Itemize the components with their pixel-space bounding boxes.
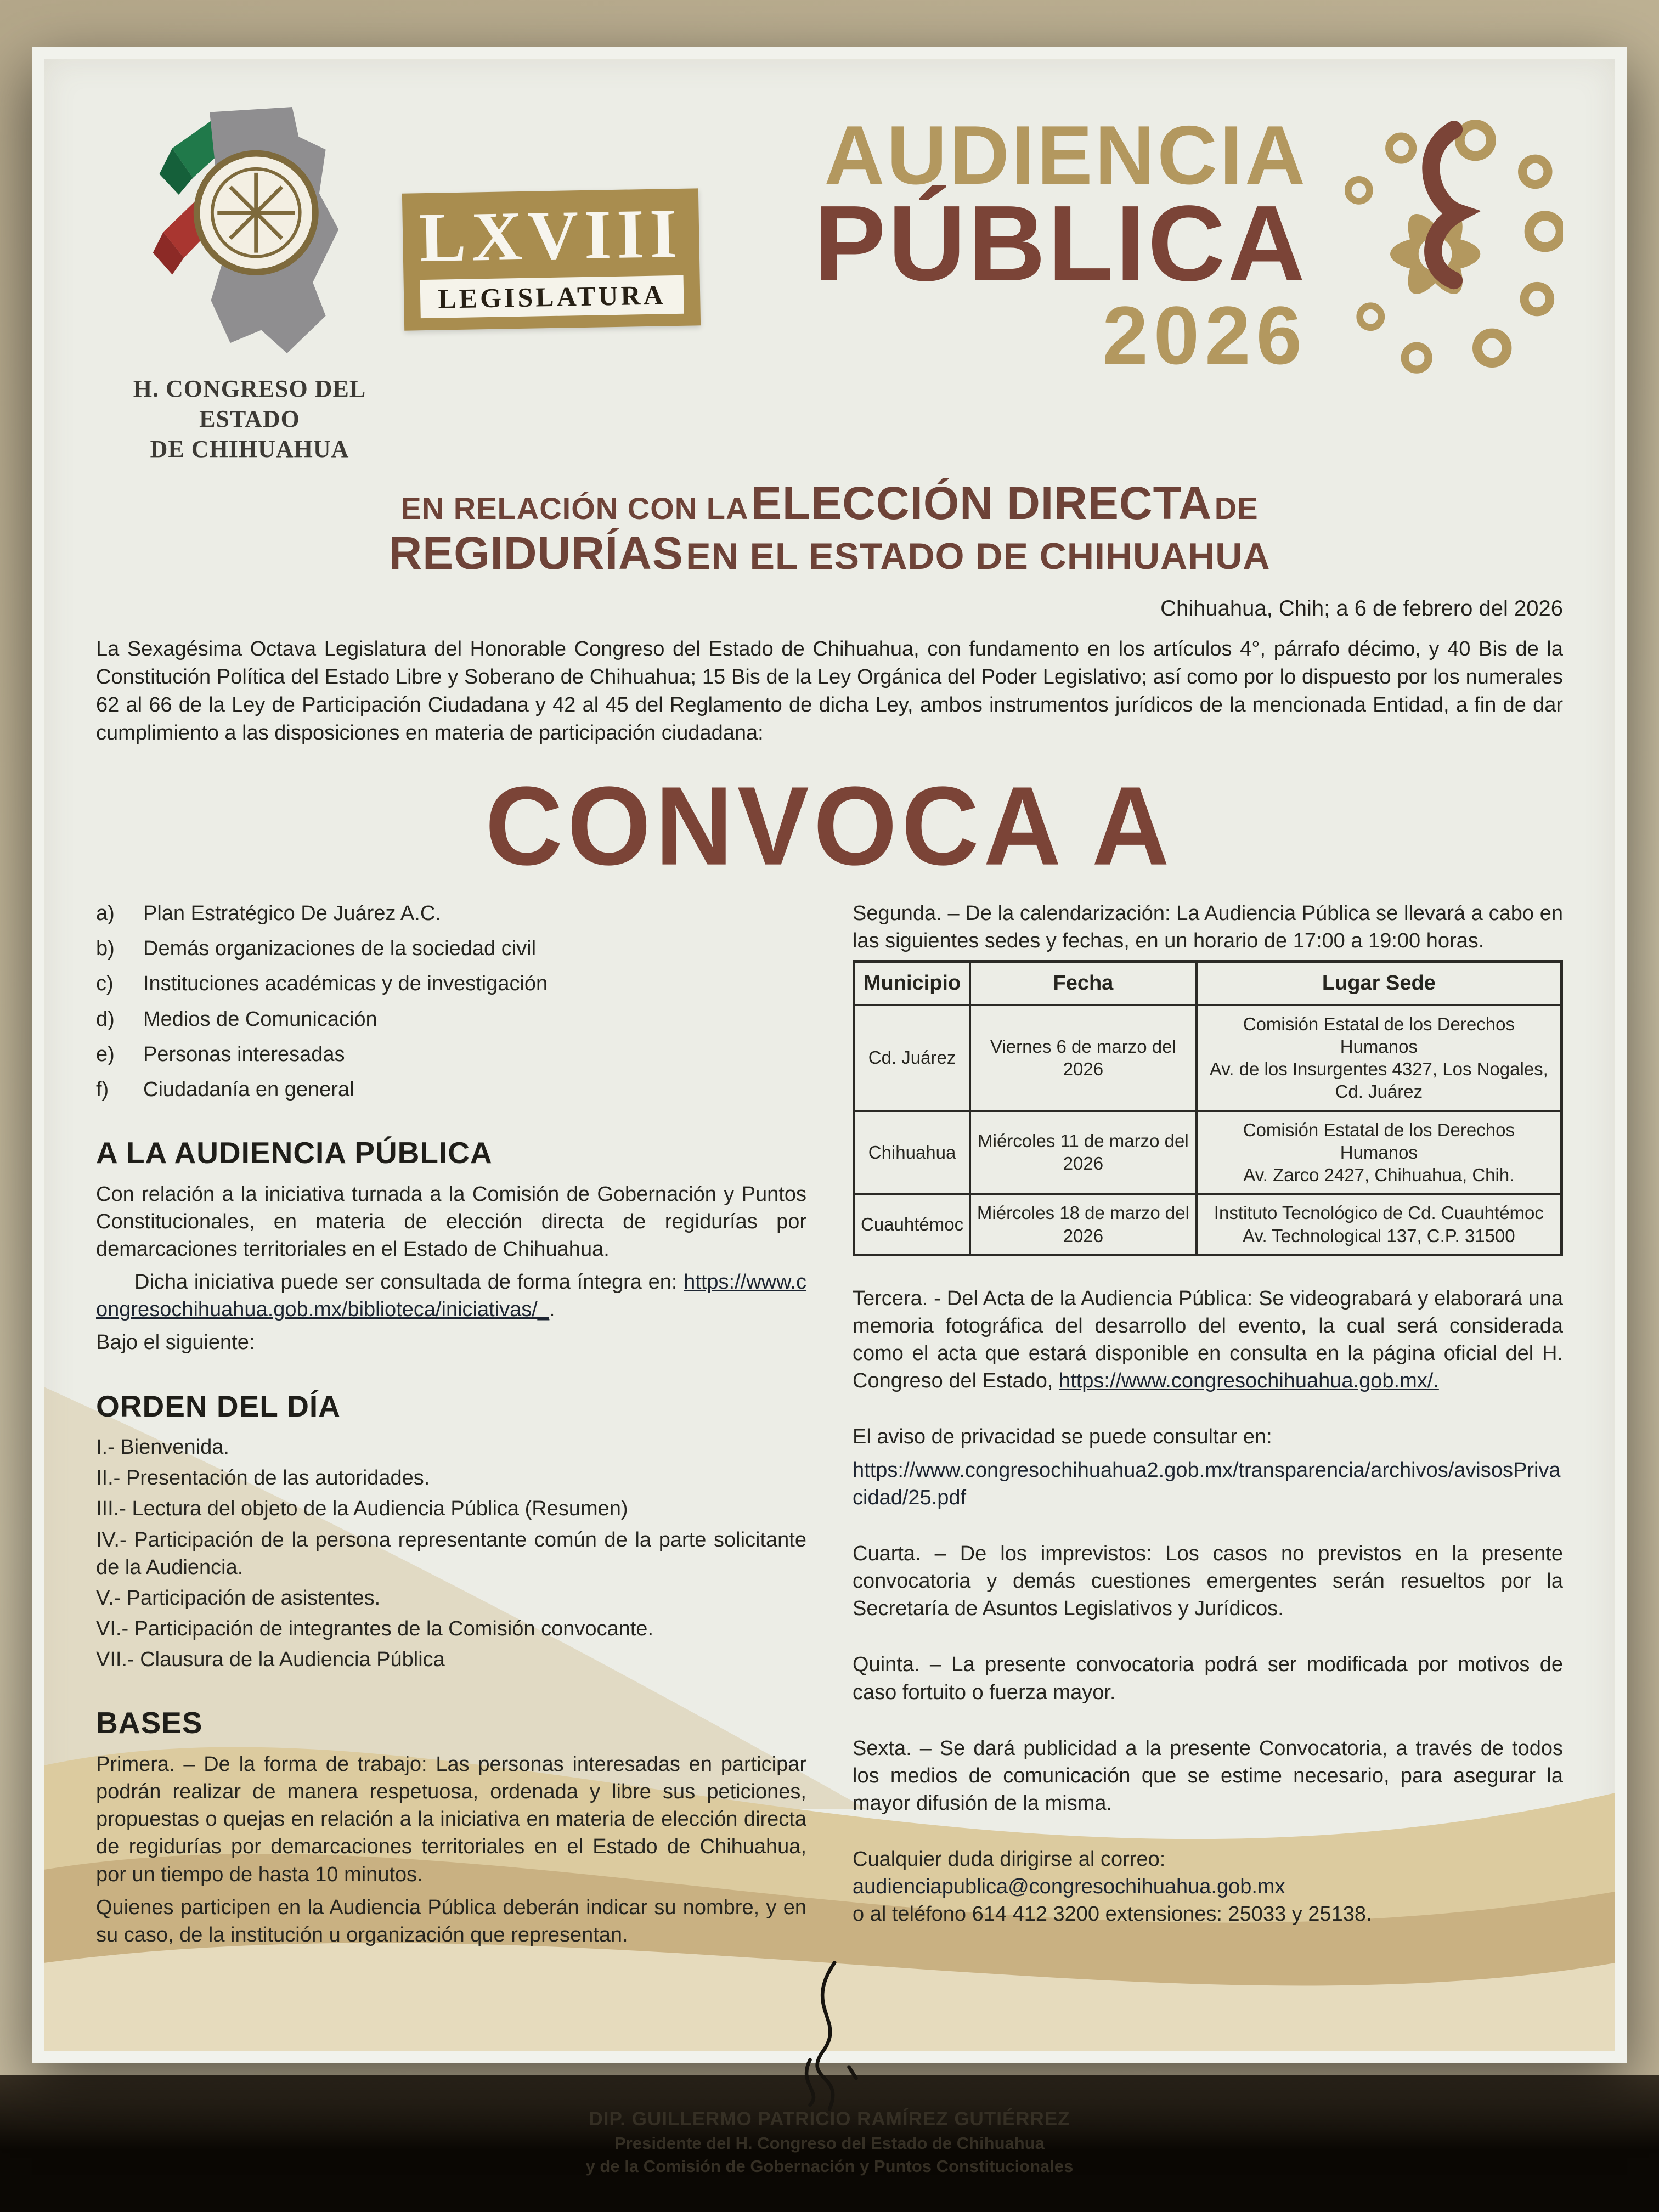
congress-logo-block [96, 98, 403, 464]
cell-lugar [1197, 1005, 1562, 1111]
orden-heading: ORDEN DEL DÍA [96, 1389, 341, 1423]
bases-quienes: Quienes participen en la Audiencia Pública deberán indicar su nombre, y en su caso, de la institución u organización que representan. [96, 1895, 806, 1946]
orden-item: I.- Bienvenida. [96, 1436, 229, 1459]
contact-line1: Cualquier duda dirigirse al correo: [853, 1848, 1166, 1871]
list-item [96, 1041, 806, 1068]
orden-item: II.- Presentación de las autoridades. [96, 1466, 430, 1490]
right-column [853, 900, 1563, 1957]
audiencia-heading: A LA AUDIENCIA PÚBLICA [96, 1136, 493, 1170]
convoca-heading: CONVOCA A [485, 763, 1174, 889]
table-row [854, 1005, 1562, 1111]
cell-lugar [1197, 1194, 1562, 1255]
subtitle-seg5: EN EL ESTADO DE CHIHUAHUA [686, 535, 1271, 577]
rosette-logo-icon [1327, 112, 1563, 386]
audiencia-paragraph: Con relación a la iniciativa turnada a la Comisión de Gobernación y Puntos Constitucionales, en materia de elección directa de regidurías por demarcaciones territoriales en el Estado de Chihuahua. [96, 1182, 806, 1261]
signature-block [363, 1959, 1296, 2176]
cell-municipio: Cd. Juárez [854, 1005, 970, 1111]
tercera-lead: Tercera. - Del Acta de la Audiencia Pública: Se videograbará y elaborará una memoria fotográfica del desarrollo del evento, la cual será considerada como el acta que estará disponible en consulta en la página oficial del H. Congreso del Estado, [853, 1286, 1563, 1393]
iniciativa-tail: . [549, 1298, 555, 1322]
invitee-text: Ciudadanía en general [143, 1077, 354, 1101]
invitee-label: d) [96, 1007, 115, 1031]
title-block [787, 98, 1563, 386]
left-column [96, 900, 806, 1957]
cell-lugar [1197, 1111, 1562, 1194]
sexta-paragraph: Sexta. – Se dará publicidad a la presente Convocatoria, a través de todos los medios de comunicación que se estime necesario, para asegurar la mayor difusión de la misma. [853, 1736, 1563, 1815]
subtitle-seg3: DE [1214, 491, 1259, 526]
legislature-word: LEGISLATURA [420, 275, 684, 318]
cell-fecha: Viernes 6 de marzo del 2026 [970, 1005, 1197, 1111]
bajo-el-siguiente: Bajo el siguiente: [96, 1331, 255, 1355]
signatory-title-2: y de la Comisión de Gobernación y Puntos Constitucionales [585, 2156, 1074, 2176]
cuarta-paragraph: Cuarta. – De los imprevistos: Los casos no previstos en la presente convocatoria y demás cuestiones emergentes serán resueltos por la Secretaría de Asuntos Legislativos y Jurídicos. [853, 1542, 1563, 1621]
subtitle-seg2: ELECCIÓN DIRECTA [751, 477, 1212, 529]
cell-fecha: Miércoles 11 de marzo del 2026 [970, 1111, 1197, 1194]
cell-municipio: Cuauhtémoc [854, 1194, 970, 1255]
bases-heading: BASES [96, 1706, 203, 1740]
signatory-title-1: Presidente del H. Congreso del Estado de Chihuahua [614, 2133, 1045, 2153]
tercera-paragraph [853, 1285, 1563, 1395]
list-item [96, 935, 806, 962]
contact-phone: o al teléfono 614 412 3200 extensiones: 25033 y 25138. [853, 1903, 1372, 1926]
intro-paragraph: La Sexagésima Octava Legislatura del Honorable Congreso del Estado de Chihuahua, con fundamento en los artículos 4°, párrafo décimo, y 40 Bis de la Constitución Política del Estado Libre y Soberano de Chihuahua; 15 Bis de la Ley Orgánica del Poder Legislativo; así como por lo dispuesto por los numerales 62 al 66 de la Ley de Participación Ciudadana y 42 al 45 del Reglamento de dicha Ley, ambos instrumentos jurídicos de la mencionada Entidad, a fin de dar cumplimiento a las disposiciones en materia de participación ciudadana: [96, 637, 1563, 745]
table-row [854, 1194, 1562, 1255]
col-header-fecha: Fecha [970, 962, 1197, 1005]
orden-item: VI.- Participación de integrantes de la Comisión convocante. [96, 1617, 653, 1641]
legislature-badge-block [403, 98, 787, 328]
invitee-list [96, 900, 806, 1103]
congress-caption [96, 374, 403, 464]
title-audiencia: AUDIENCIA [824, 109, 1307, 202]
venue-name: Comisión Estatal de los Derechos Humanos [1243, 1013, 1515, 1057]
iniciativa-paragraph [96, 1268, 806, 1323]
orden-item: VII.- Clausura de la Audiencia Pública [96, 1648, 445, 1672]
congreso-link[interactable]: https://www.congresochihuahua.gob.mx/. [1059, 1369, 1439, 1393]
iniciativa-lead: Dicha iniciativa puede ser consultada de forma íntegra en: [134, 1271, 678, 1294]
table-row [854, 1111, 1562, 1194]
col-header-lugar: Lugar Sede [1197, 962, 1562, 1005]
col-header-municipio: Municipio [854, 962, 970, 1005]
signatory-name: DIP. GUILLERMO PATRICIO RAMÍREZ GUTIÉRREZ [589, 2108, 1070, 2130]
cell-municipio: Chihuahua [854, 1111, 970, 1194]
congress-caption-line2: DE CHIHUAHUA [150, 436, 349, 462]
list-item [96, 900, 806, 927]
invitee-label: e) [96, 1042, 115, 1066]
header [96, 98, 1563, 464]
chihuahua-state-emblem-icon [132, 103, 368, 361]
invitee-text: Instituciones académicas y de investigación [143, 972, 548, 996]
invitee-label: c) [96, 972, 114, 996]
orden-item: IV.- Participación de la persona representante común de la parte solicitante de la Audiencia. [96, 1528, 806, 1579]
invitee-label: f) [96, 1077, 109, 1101]
invitee-text: Personas interesadas [143, 1042, 345, 1066]
legislature-roman-numeral: LXVIII [419, 194, 684, 277]
venue-name: Comisión Estatal de los Derechos Humanos [1243, 1119, 1515, 1163]
cell-fecha: Miércoles 18 de marzo del 2026 [970, 1194, 1197, 1255]
table-header-row [854, 962, 1562, 1005]
poster [32, 47, 1627, 2176]
venue-address: Av. de los Insurgentes 4327, Los Nogales, Cd. Juárez [1209, 1059, 1548, 1102]
title-publica: PÚBLICA [814, 183, 1307, 303]
subtitle [96, 478, 1563, 578]
venue-address: Av. Zarco 2427, Chihuahua, Chih. [1243, 1165, 1515, 1186]
dateline: Chihuahua, Chih; a 6 de febrero del 2026 [1160, 596, 1563, 621]
privacy-link[interactable]: https://www.congresochihuahua2.gob.mx/transparencia/archivos/avisosPrivacidad/25.pdf [853, 1458, 1561, 1509]
list-item [96, 970, 806, 997]
quinta-paragraph: Quinta. – La presente convocatoria podrá ser modificada por motivos de caso fortuito o fuerza mayor. [853, 1653, 1563, 1704]
congress-caption-line1: H. CONGRESO DEL ESTADO [133, 375, 366, 432]
list-item [96, 1076, 806, 1103]
iniciativas-link[interactable]: https://www.congresochihuahua.gob.mx/biblioteca/iniciativas/_ [96, 1271, 807, 1322]
signature-scrawl-icon [676, 1959, 983, 2124]
segunda-paragraph: Segunda. – De la calendarización: La Audiencia Pública se llevará a cabo en las siguientes sedes y fechas, en un horario de 17:00 a 19:00 horas. [853, 902, 1563, 953]
subtitle-seg1: EN RELACIÓN CON LA [400, 491, 749, 526]
venue-name: Instituto Tecnológico de Cd. Cuauhtémoc [1214, 1203, 1544, 1223]
invitee-text: Demás organizaciones de la sociedad civil [143, 937, 537, 961]
legislature-badge [402, 188, 701, 331]
invitee-text: Plan Estratégico De Juárez A.C. [143, 902, 441, 926]
contact-email[interactable]: audienciapublica@congresochihuahua.gob.mx [853, 1875, 1285, 1899]
title-year: 2026 [1102, 289, 1307, 382]
invitee-label: a) [96, 902, 115, 926]
privacy-lead: El aviso de privacidad se puede consultar en: [853, 1425, 1272, 1449]
invitee-label: b) [96, 937, 115, 961]
schedule-table [853, 960, 1563, 1256]
subtitle-seg4: REGIDURÍAS [388, 527, 684, 579]
venue-address: Av. Technological 137, C.P. 31500 [1243, 1225, 1515, 1246]
invitee-text: Medios de Comunicación [143, 1007, 377, 1031]
orden-item: III.- Lectura del objeto de la Audiencia Pública (Resumen) [96, 1497, 628, 1521]
list-item [96, 1006, 806, 1033]
orden-item: V.- Participación de asistentes. [96, 1586, 381, 1610]
bases-primera: Primera. – De la forma de trabajo: Las personas interesadas en participar podrán realizar de manera respetuosa, ordenada y libre sus peticiones, propuestas o quejas en relación a la iniciativa en materia de elección directa de regidurías por demarcaciones territoriales en el Estado de Chihuahua, por un tiempo de hasta 10 minutos. [96, 1752, 806, 1886]
